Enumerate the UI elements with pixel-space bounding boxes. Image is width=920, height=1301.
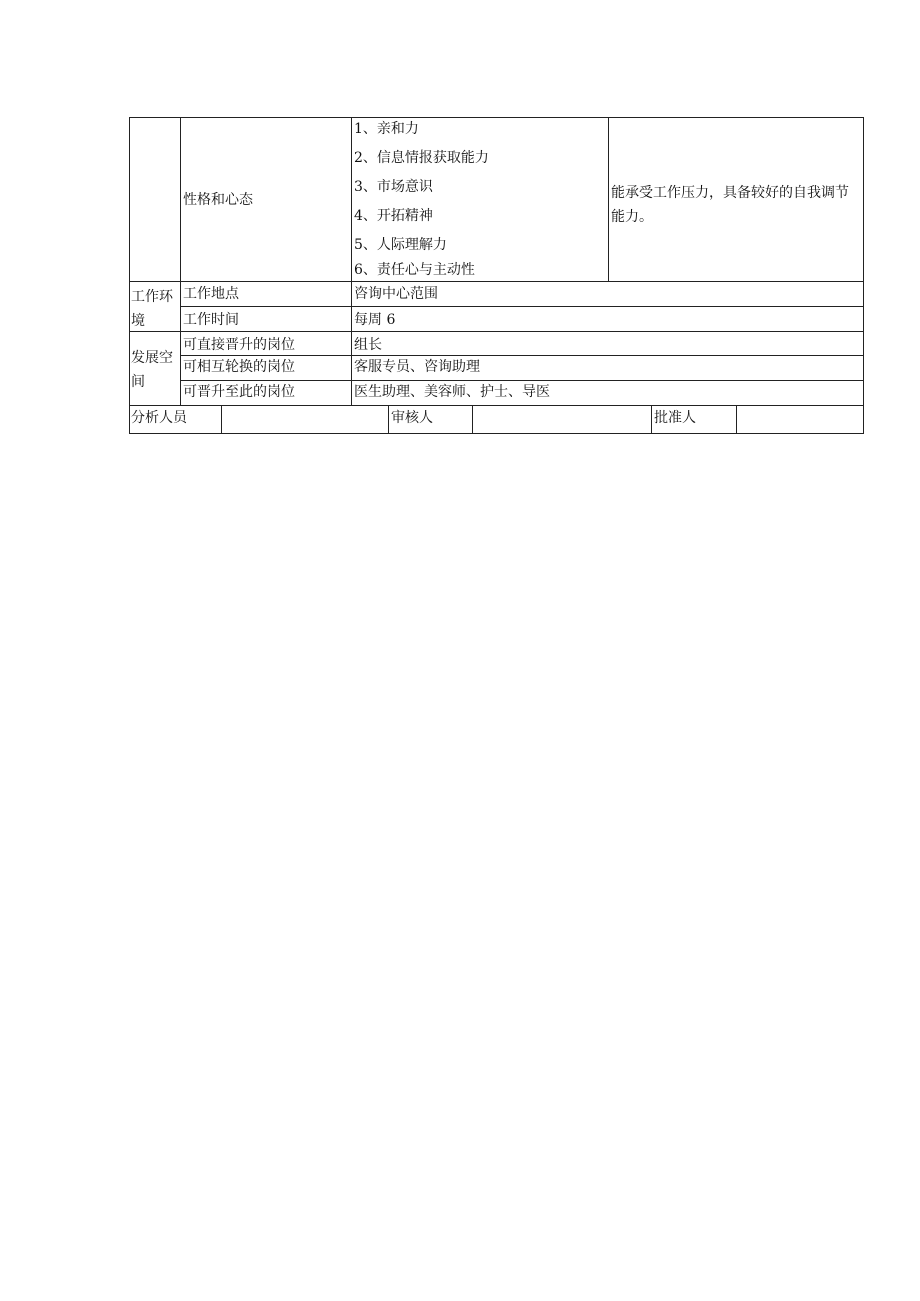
- list-item: 6、责任心与主动性: [354, 262, 475, 278]
- work-env-label-line2: 境: [131, 313, 145, 329]
- table-border-top: [129, 117, 864, 118]
- column-divider: [608, 117, 609, 282]
- development-label-line2: 间: [131, 374, 145, 390]
- work-time-label: 工作时间: [183, 312, 239, 328]
- approver-label: 批准人: [654, 410, 696, 426]
- table-border-left: [129, 117, 130, 434]
- list-item: 3、市场意识: [354, 179, 433, 195]
- row-divider: [180, 380, 864, 381]
- work-env-label-line1: 工作环: [131, 289, 173, 305]
- table-border-right: [863, 117, 864, 434]
- rotate-value: 客服专员、咨询助理: [354, 359, 480, 375]
- promote-value: 组长: [354, 337, 382, 353]
- personality-label: 性格和心态: [183, 192, 253, 208]
- work-location-label: 工作地点: [183, 286, 239, 302]
- row-divider: [180, 306, 864, 307]
- row-divider: [180, 355, 864, 356]
- row-divider: [129, 281, 864, 282]
- table-border-bottom: [129, 433, 864, 434]
- work-location-value: 咨询中心范围: [354, 286, 438, 302]
- reviewer-label: 审核人: [391, 410, 433, 426]
- promote-from-label: 可晋升至此的岗位: [183, 384, 295, 400]
- column-divider: [351, 117, 352, 406]
- column-divider: [180, 117, 181, 406]
- personality-note: 能承受工作压力，具备较好的自我调节能力。: [611, 185, 849, 225]
- row-divider: [129, 331, 864, 332]
- analyst-label: 分析人员: [131, 410, 187, 426]
- rotate-label: 可相互轮换的岗位: [183, 359, 295, 375]
- development-label-line1: 发展空: [131, 350, 173, 366]
- promote-label: 可直接晋升的岗位: [183, 337, 295, 353]
- approver-field: [737, 406, 863, 433]
- column-divider: [388, 405, 389, 434]
- reviewer-field: [473, 406, 651, 433]
- list-item: 1、亲和力: [354, 121, 419, 137]
- analyst-field: [222, 406, 388, 433]
- list-item: 2、信息情报获取能力: [354, 150, 489, 166]
- list-item: 4、开拓精神: [354, 208, 433, 224]
- list-item: 5、人际理解力: [354, 237, 447, 253]
- column-divider: [651, 405, 652, 434]
- work-time-value: 每周 6: [354, 312, 396, 328]
- promote-from-value: 医生助理、美容师、护士、导医: [354, 384, 550, 400]
